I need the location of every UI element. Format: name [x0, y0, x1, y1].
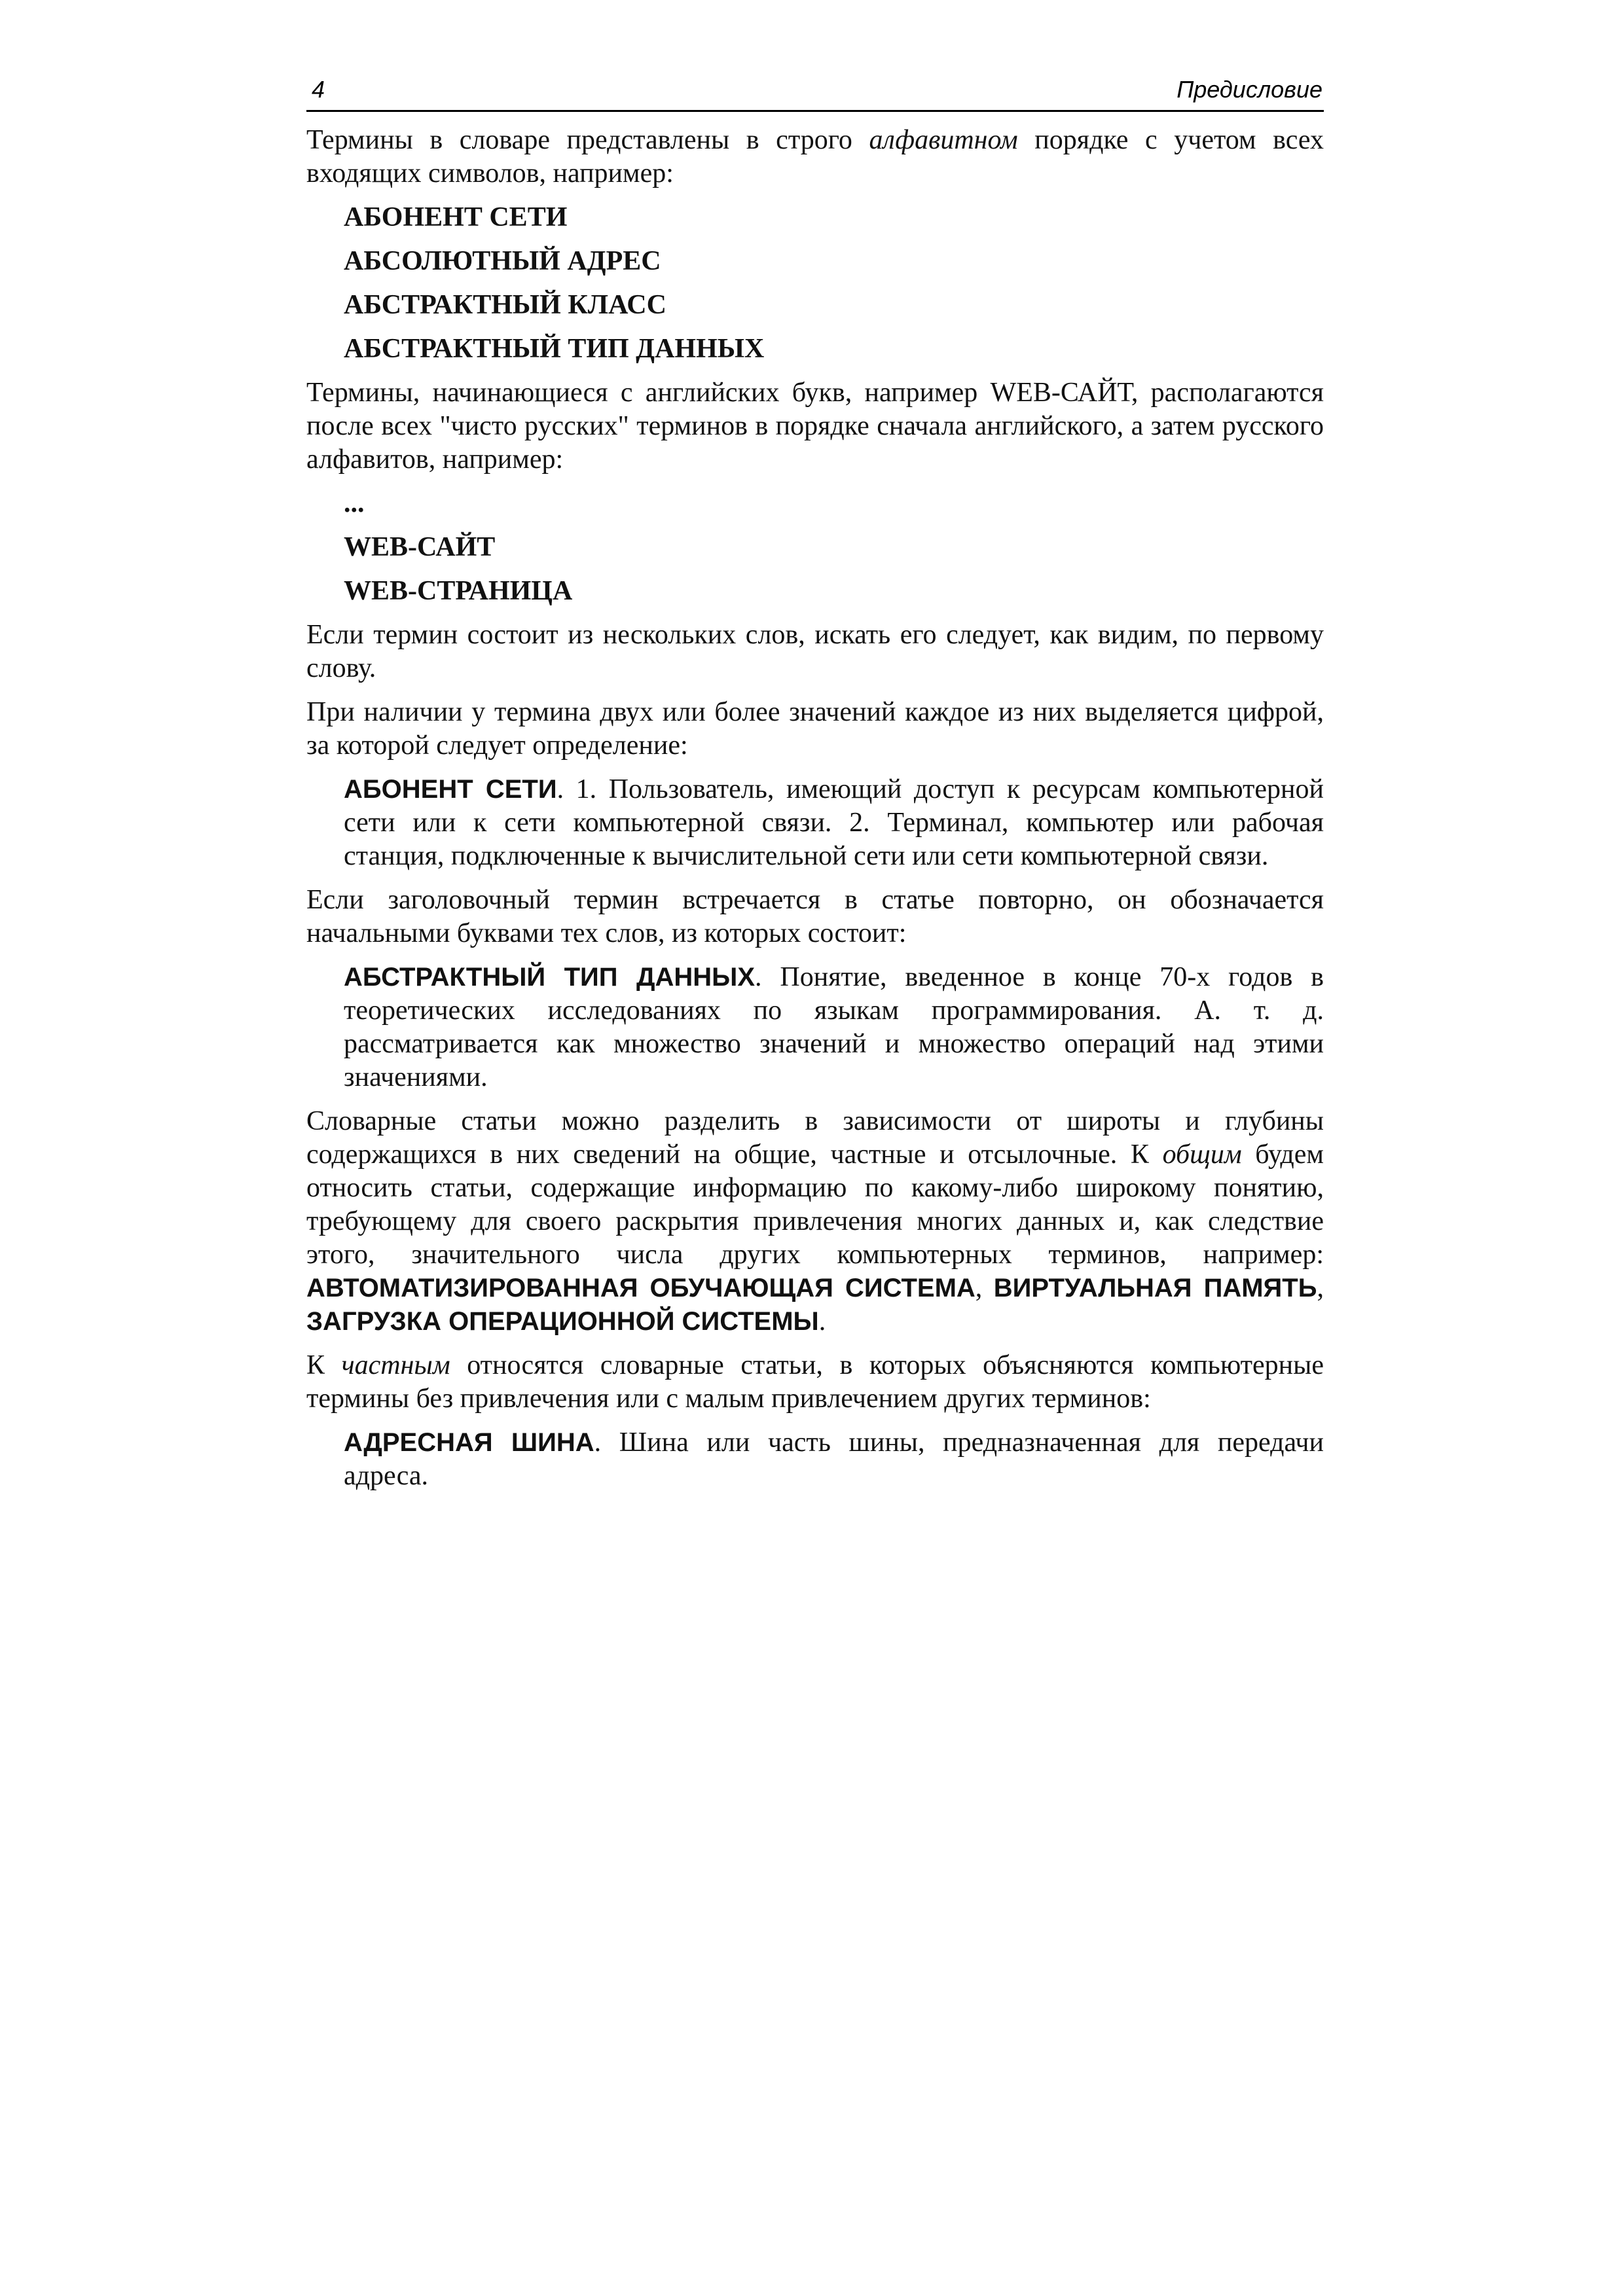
text-span: Термины в словаре представлены в строго [306, 125, 869, 155]
text-span: Словарные статьи можно разделить в зависимости от широты и глубины содержащихся в них сведений на общие, частные и отсылочные. К [306, 1106, 1324, 1170]
section-title: Предисловие [1176, 76, 1322, 103]
example-term: АБСТРАКТНЫЙ ТИП ДАННЫХ [344, 334, 765, 364]
entry-term: АБОНЕНТ СЕТИ [344, 775, 557, 804]
paragraph-6 [306, 1105, 1324, 1338]
running-header [306, 72, 1324, 112]
dictionary-entry [306, 961, 1324, 1094]
entry-definition: . Шина или часть шины, предназначенная для передачи адреса. [344, 1427, 1324, 1491]
paragraph-7 [306, 1349, 1324, 1416]
paragraph-5: Если заголовочный термин встречается в статье повторно, он обозначается начальными буквами тех слов, из которых состоит: [306, 885, 1324, 948]
emphasis: частным [341, 1350, 450, 1380]
dictionary-entry [306, 773, 1324, 873]
separator: . [818, 1306, 826, 1336]
text-span: порядке с учетом всех входящих символов, например: [306, 125, 1324, 188]
paragraph-4: При наличии у термина двух или более значений каждое из них выделяется цифрой, за которой следует определение: [306, 697, 1324, 761]
entry-definition: . 1. Пользователь, имеющий доступ к ресурсам компьютерной сети или к сети компьютерной связи. 2. Терминал, компьютер или рабочая станция, подключенные к вычислительной сети или сети компьютерной связи. [344, 774, 1324, 871]
page-number: 4 [312, 76, 325, 103]
dictionary-entry [306, 1426, 1324, 1493]
separator: , [975, 1273, 994, 1303]
page [306, 72, 1324, 1503]
entry-term: АБСТРАКТНЫЙ ТИП ДАННЫХ [344, 963, 756, 992]
example-term: АБСОЛЮТНЫЙ АДРЕС [344, 246, 661, 276]
example-term: АБСТРАКТНЫЙ КЛАСС [344, 290, 666, 320]
example-term: WEB-СТРАНИЦА [344, 576, 573, 606]
paragraph-2: Термины, начинающиеся с английских букв, например WEB-САЙТ, располагаются после всех "чисто русских" терминов в порядке сначала английского, а затем русского алфавитов, например: [306, 378, 1324, 475]
text-span: будем относить статьи, содержащие информацию по какому-либо широкому понятию, требующему для своего раскрытия привлечения многих данных и, как следствие этого, значительного числа других компьютерных терминов, например: [306, 1139, 1324, 1270]
body-text [306, 124, 1324, 1493]
term-reference: АВТОМАТИЗИРОВАННАЯ ОБУЧАЮЩАЯ СИСТЕМА [306, 1274, 976, 1302]
example-term: WEB-САЙТ [344, 532, 496, 562]
emphasis: алфавитном [869, 125, 1018, 155]
example-term: АБОНЕНТ СЕТИ [344, 202, 568, 232]
entry-term: АДРЕСНАЯ ШИНА [344, 1428, 594, 1457]
entry-definition: . Понятие, введенное в конце 70-х годов в теоретических исследованиях по языкам программирования. А. т. д. рассматривается как множество значений и множество операций над этими значениями. [344, 962, 1324, 1092]
term-reference: ЗАГРУЗКА ОПЕРАЦИОННОЙ СИСТЕМЫ [306, 1307, 819, 1336]
term-reference: ВИРТУАЛЬНАЯ ПАМЯТЬ [993, 1274, 1317, 1302]
paragraph-3: Если термин состоит из нескольких слов, искать его следует, как видим, по первому слову. [306, 620, 1324, 683]
text-span: относятся словарные статьи, в которых объясняются компьютерные термины без привлечения или с малым привлечением других терминов: [306, 1350, 1324, 1414]
separator: , [1317, 1273, 1324, 1303]
emphasis: общим [1162, 1139, 1242, 1170]
paragraph-1 [306, 124, 1324, 190]
text-span: К [306, 1350, 342, 1380]
example-term: ... [344, 488, 365, 518]
